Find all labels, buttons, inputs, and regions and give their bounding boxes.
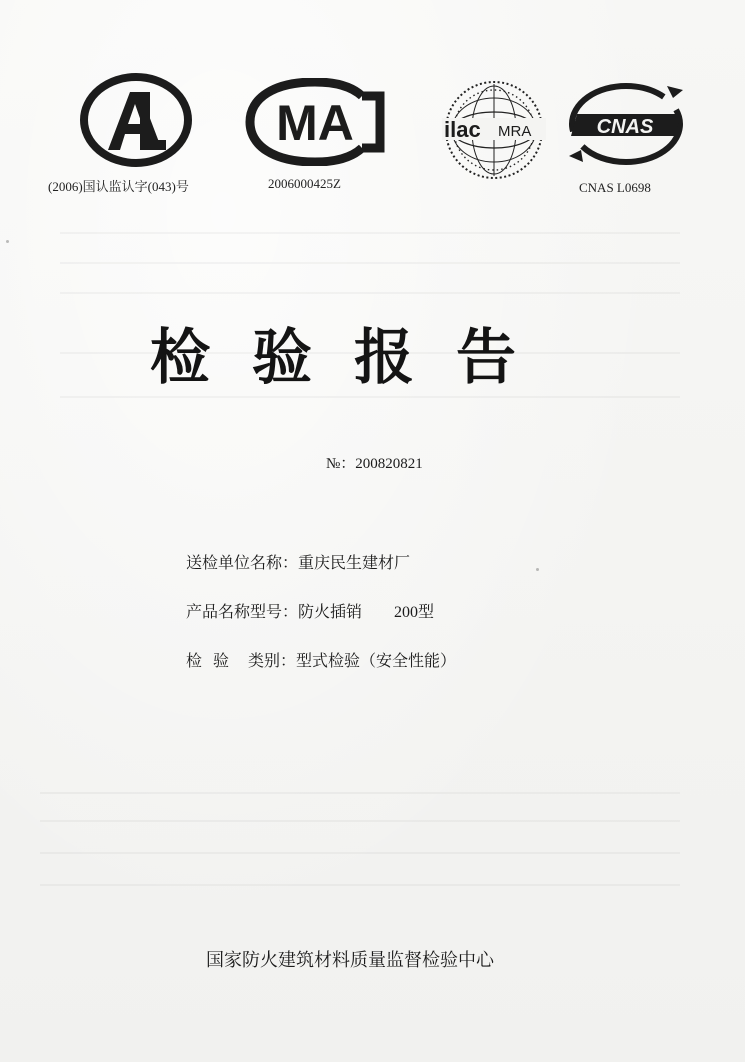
client-row [186,552,606,574]
svg-text:CNAS: CNAS [596,116,654,138]
cal-certificate-number: (2006)国认监认字(043)号 [48,179,189,194]
client-value: 重庆民生建材厂 [298,553,411,572]
ilac-mra-logo [440,78,548,182]
dust-speck [6,240,9,243]
mra-text: MRA [498,123,532,140]
ilac-text: ilac [444,117,481,142]
report-number: №：200820821 [326,456,423,472]
bleed-line [40,792,680,794]
issuer-name: 国家防火建筑材料质量监督检验中心 [206,950,494,971]
product-row [186,601,606,624]
bleed-line [40,820,680,822]
cnas-certificate-number: CNAS L0698 [579,180,651,195]
report-title: 检验报告 [150,323,558,393]
bleed-line [60,262,680,264]
product-model: 200型 [394,604,435,621]
category-label-part1: 检验 [186,651,241,670]
bleed-line [40,852,680,854]
product-label: 产品名称型号： [186,602,299,621]
client-label: 送检单位名称： [186,553,299,572]
cma-certificate-number: 2006000425Z [268,176,341,191]
category-value: 型式检验（安全性能） [296,651,457,670]
category-row [186,650,606,672]
bleed-line [40,884,680,886]
category-label-part2: 类别： [248,651,297,670]
svg-text:MA: MA [276,95,354,151]
product-value: 防火插销 [298,602,363,621]
cma-logo [244,78,386,166]
cal-logo [78,70,194,170]
cnas-logo [563,76,689,172]
bleed-line [60,232,680,234]
bleed-line [60,292,680,294]
